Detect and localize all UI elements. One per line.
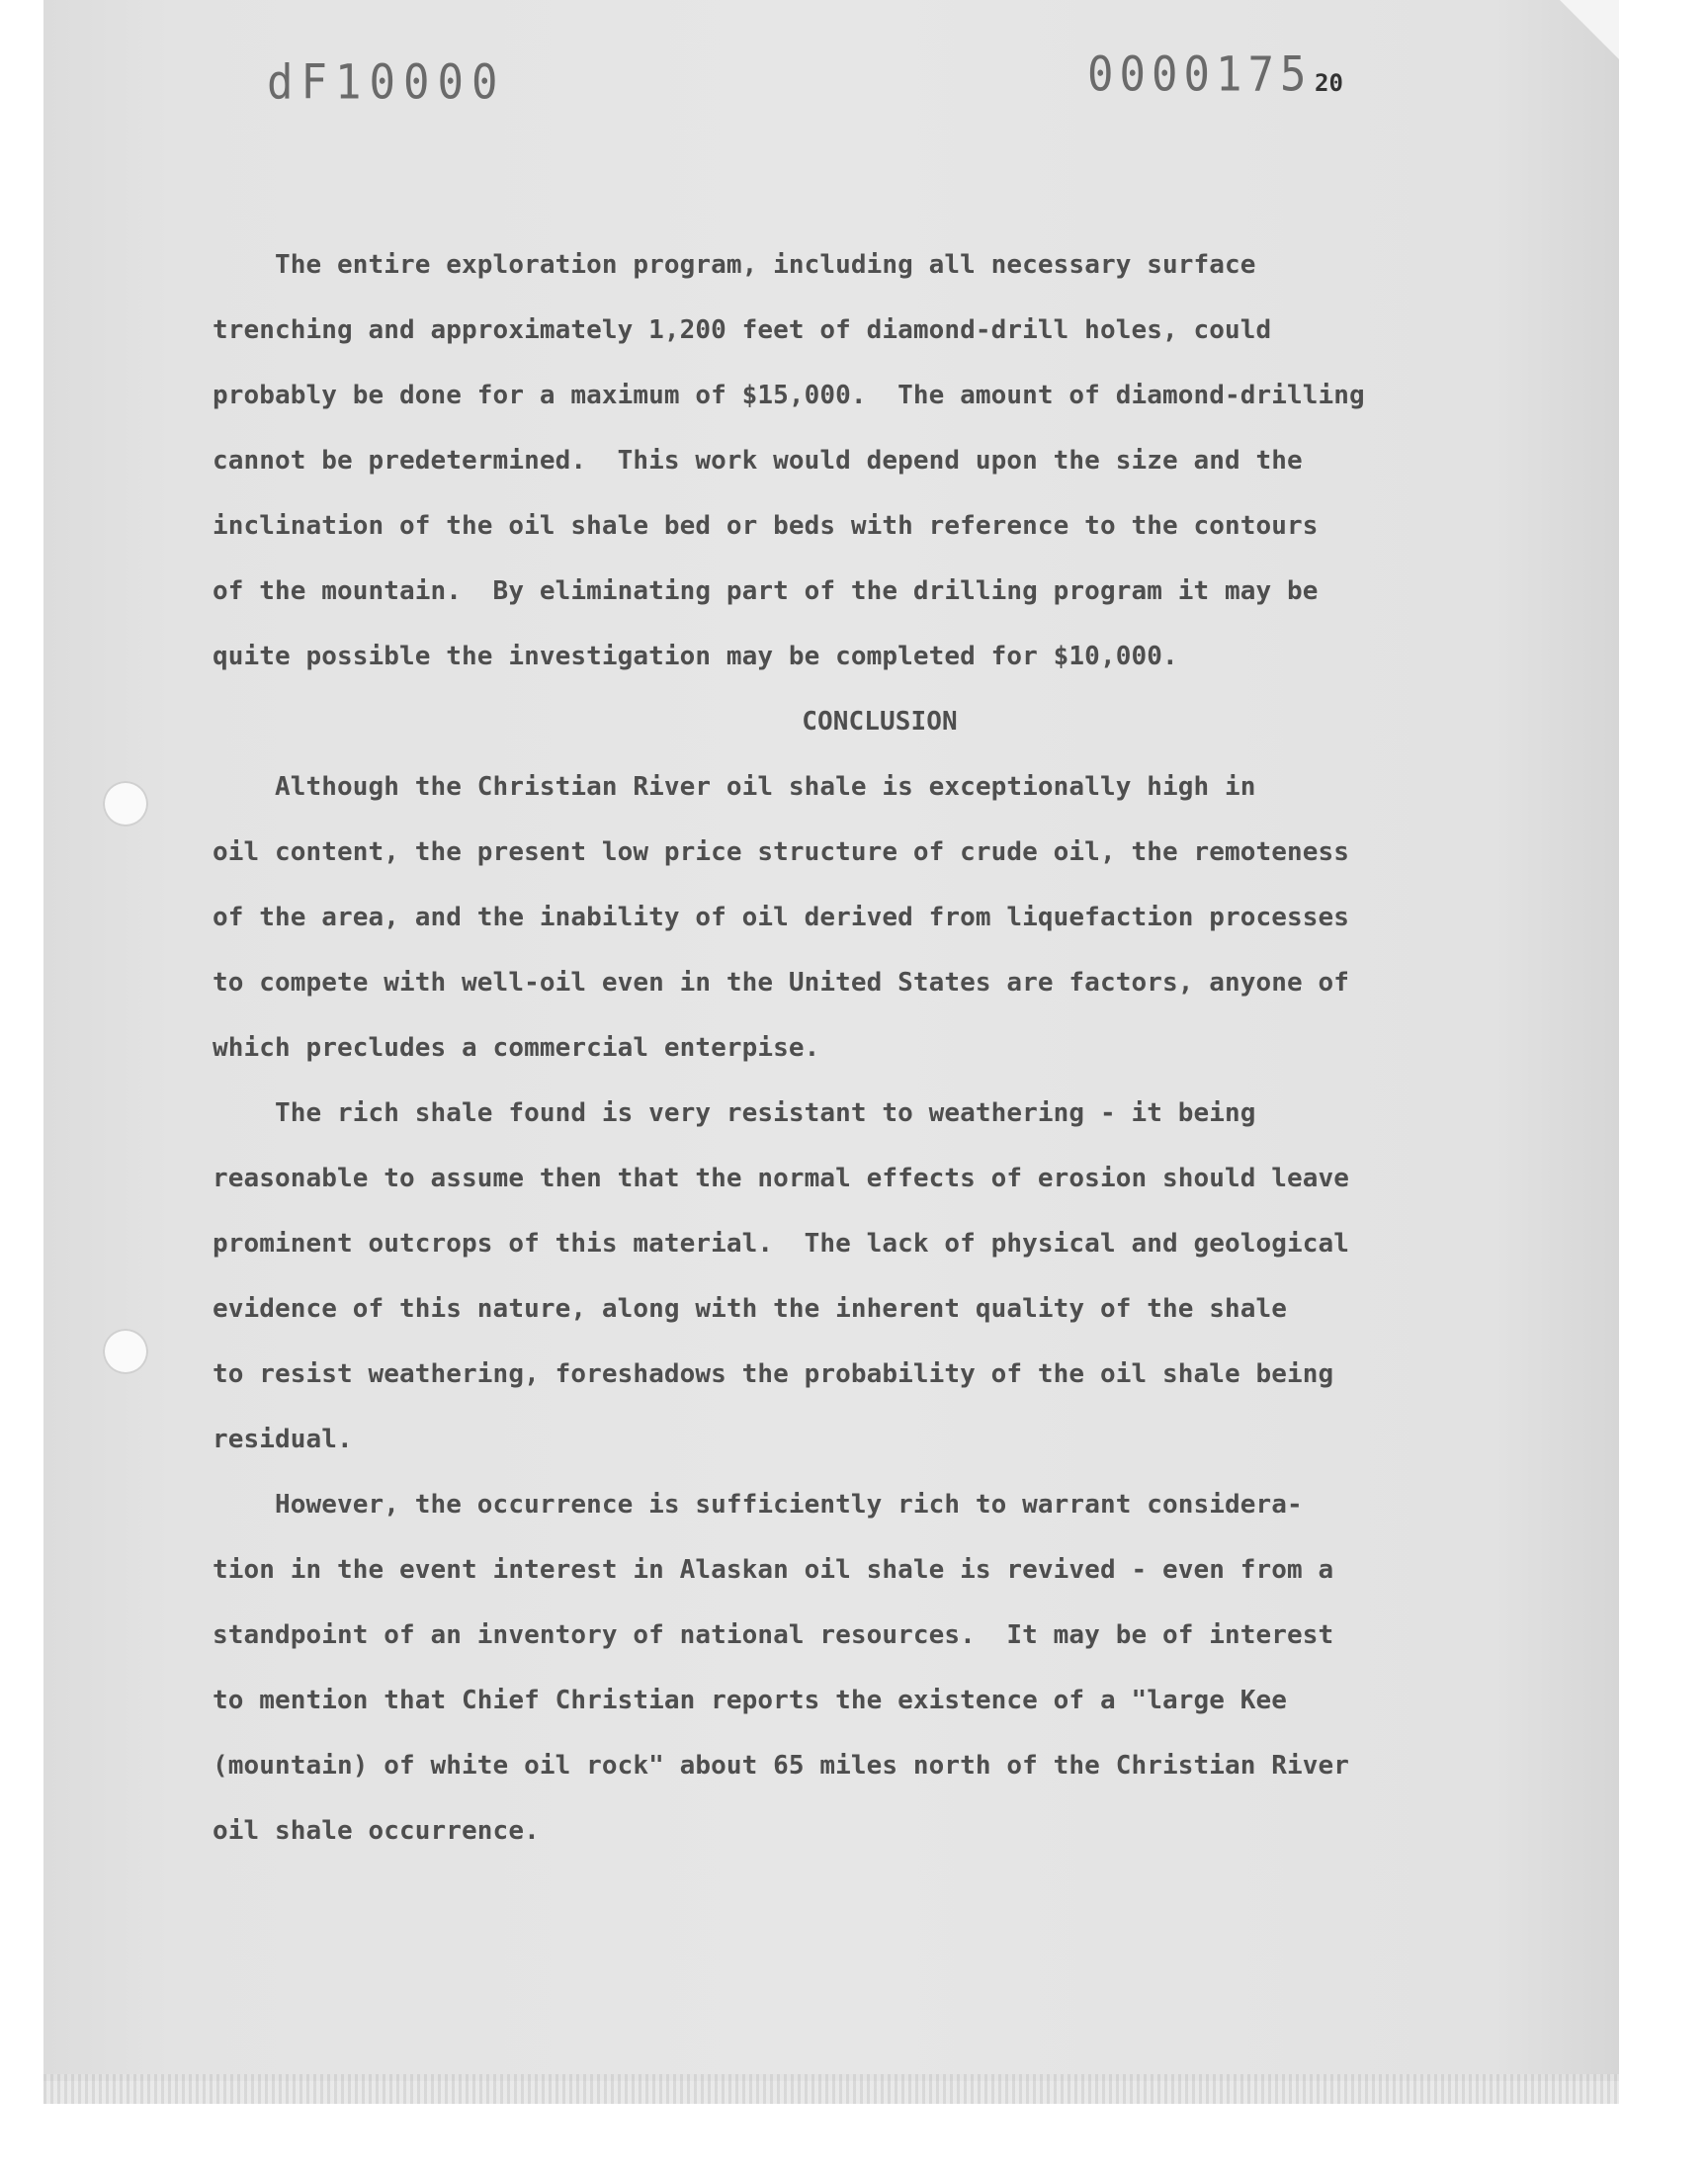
punch-hole-top xyxy=(103,781,148,826)
paragraph-interest: However, the occurrence is sufficiently rich to warrant considera- tion in the event interest in Alaskan oil shale is revived - even from a standpoint of an inventory of national resources. It may be of interest to mention that Chief Christian reports the existence of a "large Kee (mountain) of white oil rock" about 65 miles north of the Christian River oil shale occurrence. xyxy=(213,1490,1349,1846)
page-number: 20 xyxy=(1315,69,1343,97)
paragraph-weathering: The rich shale found is very resistant to weathering - it being reasonable to assume then that the normal effects of erosion should leave prominent outcrops of this material. The lack of physical and geological evidence of this nature, along with the inherent quality of the shale to resist weathering, foreshadows the probability of the oil shale being residual. xyxy=(213,1098,1349,1454)
paragraph-exploration-cost: The entire exploration program, including all necessary surface trenching and approximately 1,200 feet of diamond-drill holes, could probably be done for a maximum of $15,000. The amount of diamond-drilling cannot be predetermined. This work would depend upon the size and the inclination of the oil shale bed or beds with reference to the contours of the mountain. By eliminating part of the drilling program it may be quite possible the investigation may be completed for $10,000. xyxy=(213,250,1365,671)
section-heading-conclusion: CONCLUSION xyxy=(802,707,958,737)
document-body xyxy=(213,232,1517,1864)
punch-hole-bottom xyxy=(103,1329,148,1374)
paper-bottom-edge xyxy=(43,2074,1619,2104)
document-stamp-left: dF10000 xyxy=(267,54,506,111)
folded-corner xyxy=(1560,0,1619,59)
document-stamp-right: 0000175 xyxy=(1087,46,1313,103)
paragraph-conclusion-economics: Although the Christian River oil shale is exceptionally high in oil content, the present low price structure of crude oil, the remoteness of the area, and the inability of oil derived from liquefaction processes to compete with well-oil even in the United States are factors, anyone of which precludes a commercial enterpise. xyxy=(213,772,1349,1063)
